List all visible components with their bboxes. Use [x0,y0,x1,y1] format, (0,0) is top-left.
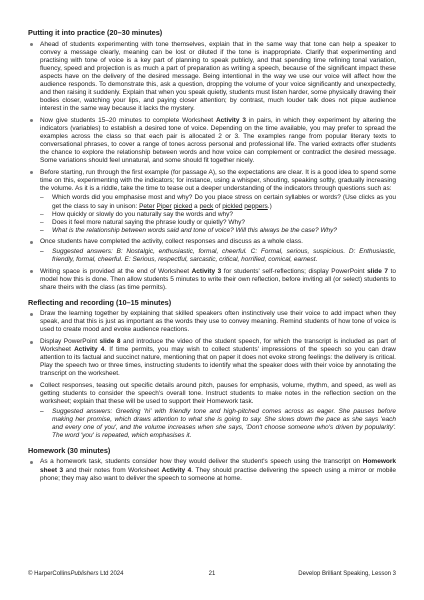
list-item [28,268,396,292]
bullet-list-practice [28,41,396,292]
paragraph: Once students have completed the activity, collect responses and discuss as a whole class. [40,238,303,246]
question-list [40,194,396,234]
list-item [28,382,396,440]
bullet-icon [30,341,33,344]
bullet-icon [30,313,33,316]
question-item: – Does it feel more natural saying the phrase loudly or quietly? Why? [40,219,396,227]
course-title: Develop Brilliant Speaking, Lesson 3 [298,571,396,577]
list-item [28,41,396,114]
paragraph: Writing space is provided at the end of Worksheet Activity 3 for students' self-reflections; display PowerPoint slide 7 to model how this is done. Then allow students 5 minutes to write their own reflection, before inviting all (or select) students to share theirs with the class (as time permits). [40,267,396,291]
list-item [28,310,396,334]
paragraph: Before starting, run through the first example (for passage A), so the expectations are clear. It is a good idea to spend some time on this, experimenting with the indicators; for instance, using a whisper, shouting, speaking softly, gradually increasing the volume. As it is a riddle, take the time to tease out a deeper understanding of the indicators through questions such as: [40,168,396,192]
section-heading-homework: Homework (30 minutes) [28,445,111,455]
list-item [28,238,396,264]
paragraph: Now give students 15–20 minutes to complete Worksheet Activity 3 in pairs, in which they experiment by altering the indicators (variables) to establish a desired tone of voice. Depending on the time available, you may prefer to spread the examples across the class so that each pair is allocated 2 or 3. The examples range from popular literary texts to conversational phrases, to cover a range of tones across personal and professional life. The varied extracts offer students the chance to explore the relationship between words and how voice can complement or contradict the desired message. Some variations should feel unnatural, and some should fit together nicely. [40,116,397,165]
copyright-notice: © HarperCollinsPublishers Ltd 2024 [28,571,124,577]
answer-list [40,248,396,264]
list-item [28,169,396,235]
paragraph: Draw the learning together by explaining that skilled speakers often instinctively use their voice to add impact when they speak, and that this is just as important as the words they use to convey meaning. Remind students of how tone of voice is used to create mood and evoke audience reactions. [40,310,396,334]
paragraph: Collect responses, teasing out specific details around pitch, pauses for emphasis, volume, rhythm, and speed, as well as getting students to consider the speech's overall tone. Instruct students to make notes in the reflection section on the worksheet; explain that these will be used to support their Homework task. [40,381,396,405]
bullet-icon [30,119,33,122]
underlined-word: peck [199,202,214,210]
document-body [28,28,396,486]
bold-activity-ref: Activity 3 [215,116,246,124]
section-heading-reflecting-recording: Reflecting and recording (10–15 minutes) [28,297,172,307]
bullet-icon [30,241,33,244]
underlined-word: picked [173,202,193,210]
bullet-icon [30,43,33,46]
underlined-word: Peter [139,202,155,210]
paragraph: As a homework task, students consider how they would deliver the student's speech using the transcript on Homework sheet 3 and their notes from Worksheet Activity 4. They should practise delivering the speech using a mirror or mobile phone; they may also want to deliver the speech to someone at home. [40,458,396,482]
suggested-answers: – Suggested answers: Greeting 'hi' with friendly tone and high-pitched comes across as eager. She pauses before making her promise, which draws attention to what she is going to say. She slows down the pace as she says 'each and every one of you', and the volume increases when she says, 'Don't choose someone who's driven by popularity'. The word 'you' is repeated, which emphasises it. [40,408,396,440]
question-item: – What is the relationship between words said and tone of voice? Will this always be the case? Why? [40,227,396,235]
section-heading-putting-into-practice: Putting it into practice (20–30 minutes) [28,28,163,37]
page-number: 21 [208,571,216,577]
underlined-word: peppers [244,202,268,210]
list-item [28,117,396,166]
list-item [28,458,396,482]
underlined-word: pickled [222,202,243,210]
bullet-list-homework [28,458,396,482]
answer-list [40,408,396,440]
underlined-word: Piper [156,202,172,210]
question-item: – Which words did you emphasise most and why? Do you place stress on certain syllables or words? (Use clicks as you get the class to say in unison: Peter Piper picked a peck of pickled peppers.) [40,194,396,210]
bullet-icon [30,384,33,387]
question-item: – How quickly or slowly do you naturally say the words and why? [40,211,396,219]
list-item [28,338,396,378]
paragraph: Ahead of students experimenting with tone themselves, explain that in the same way that tone can help a speaker to convey a message clearly, meaning can be lost or diluted if the tone is inappropriate. Clarify that experimenting and practising with tone of voice is a key part of planning to speak publicly, and that spending time refining tonal variation, fluency, speed and projection is as much a part of preparation as writing a speech, because of the significant impact these aspects have on the delivery of the desired message. Being intentional in the way we use our voice will affect how the audience responds. To demonstrate this, ask a question, dropping the volume of your voice significantly and unexpectedly, and then raising it suddenly. Explain that when you speak quietly, students must listen harder, some physically drawing their bodies closer, watching your lips, and paying closer attention; by contrast, much louder talk does not pique audience interest in the same way because it lacks the mystery. [40,40,396,113]
bullet-icon [30,270,33,273]
suggested-answers: – Suggested answers: B: Nostalgic, enthusiastic, formal, cheerful. C: Formal, serious, suspicious. D: Enthusiastic, friendly, formal, cheerful. E: Serious, respectful, sarcastic, critical, horrified, comical, earnest. [40,248,396,264]
bullet-icon [30,171,33,174]
bullet-list-reflecting [28,310,396,440]
paragraph: Display PowerPoint slide 8 and introduce the video of the student speech, for which the transcript is included as part of Worksheet Activity 4. If time permits, you may wish to collect students' impressions of the speech so you can draw attention to its factual and succinct nature, mentioning that on paper it does not evoke strong feelings: the delivery is critical. Play the speech two or three times, instructing students to identify what the speaker does with their voice by annotating the transcript on the worksheet. [40,337,396,378]
bullet-icon [30,461,33,464]
